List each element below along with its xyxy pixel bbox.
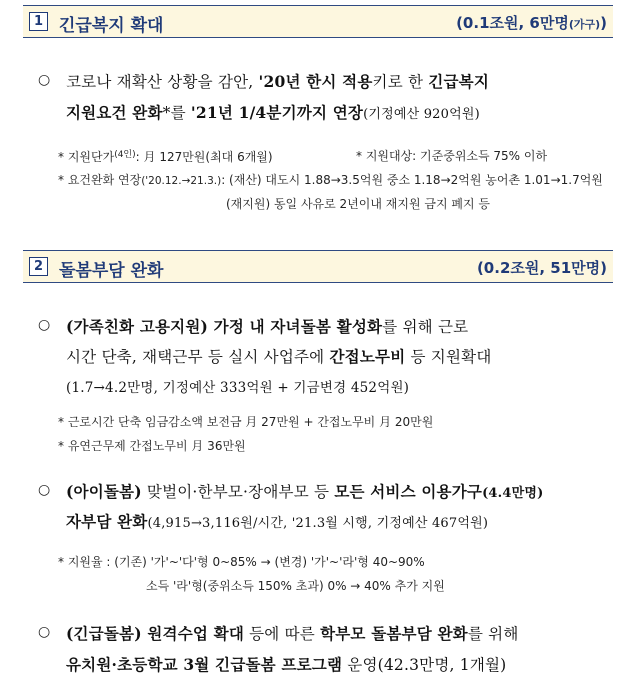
bullet1-note-resupport: (재지원) 동일 사유로 2년이내 재지원 금지 폐지 등 [226,197,490,211]
bullet4-line1: (긴급돌봄) 원격수업 확대 등에 따른 학부모 돌봄부담 완화를 위해 [66,624,519,643]
bullet-circle: ○ [38,317,51,333]
bullet3-note-rate: * 지원율 : (기존) '가'~'다'형 0~85% → (변경) '가'~'라'형 40~90% [58,555,425,569]
section-header-care-burden [23,250,613,283]
bullet1-line2: 지원요건 완화*를 '21년 1/4분기까지 연장(기정예산 920억원) [66,103,480,122]
bullet2-note-hours: * 근로시간 단축 임금감소액 보전금 月 27만원 + 간접노무비 月 20만원 [58,415,434,429]
bullet3-note-income: 소득 '라'형(중위소득 150% 초과) 0% → 40% 추가 지원 [146,579,445,593]
bullet4-line2: 유치원·초등학교 3월 긴급돌봄 프로그램 운영(42.3만명, 1개월) [66,655,507,674]
section-number: 1 [29,12,48,31]
section-amount: (0.1조원, 6만명(가구)) [456,14,607,32]
bullet-circle: ○ [38,72,51,88]
bullet1-note-extension: * 요건완화 연장('20.12.→21.3.): (재산) 대도시 1.88→3.5억원 중소 1.18→2억원 농어촌 1.01→1.7억원 [58,173,603,187]
bullet2-note-flexible: * 유연근무제 간접노무비 月 36만원 [58,439,246,453]
bullet2-line2: 시간 단축, 재택근무 등 실시 사업주에 간접노무비 등 지원확대 [66,347,492,366]
bullet-circle: ○ [38,624,51,640]
bullet1-line1: 코로나 재확산 상황을 감안, '20년 한시 적용키로 한 긴급복지 [66,72,490,91]
section-amount: (0.2조원, 51만명) [476,259,607,277]
bullet1-note-target: * 지원대상: 기준중위소득 75% 이하 [356,149,548,163]
section-header-emergency-welfare [23,5,613,38]
bullet2-line3: (1.7→4.2만명, 기정예산 333억원 + 기금변경 452억원) [66,380,410,396]
bullet2-line1: (가족친화 고용지원) 가정 내 자녀돌봄 활성화를 위해 근로 [66,317,469,336]
section-number: 2 [29,257,48,276]
bullet1-note-unit: * 지원단가$^{(4인)}$: 月 127만원(최대 6개월) [58,150,273,164]
section-title: 돌봄부담 완화 [59,261,164,281]
section-title: 긴급복지 확대 [59,16,164,36]
bullet-circle: ○ [38,482,51,498]
bullet3-line2: 자부담 완화(4,915→3,116원/시간, '21.3월 시행, 기정예산 467억원) [66,512,489,531]
bullet3-line1: (아이돌봄) 맞벌이·한부모·장애부모 등 모든 서비스 이용가구(4.4만명) [66,482,544,501]
